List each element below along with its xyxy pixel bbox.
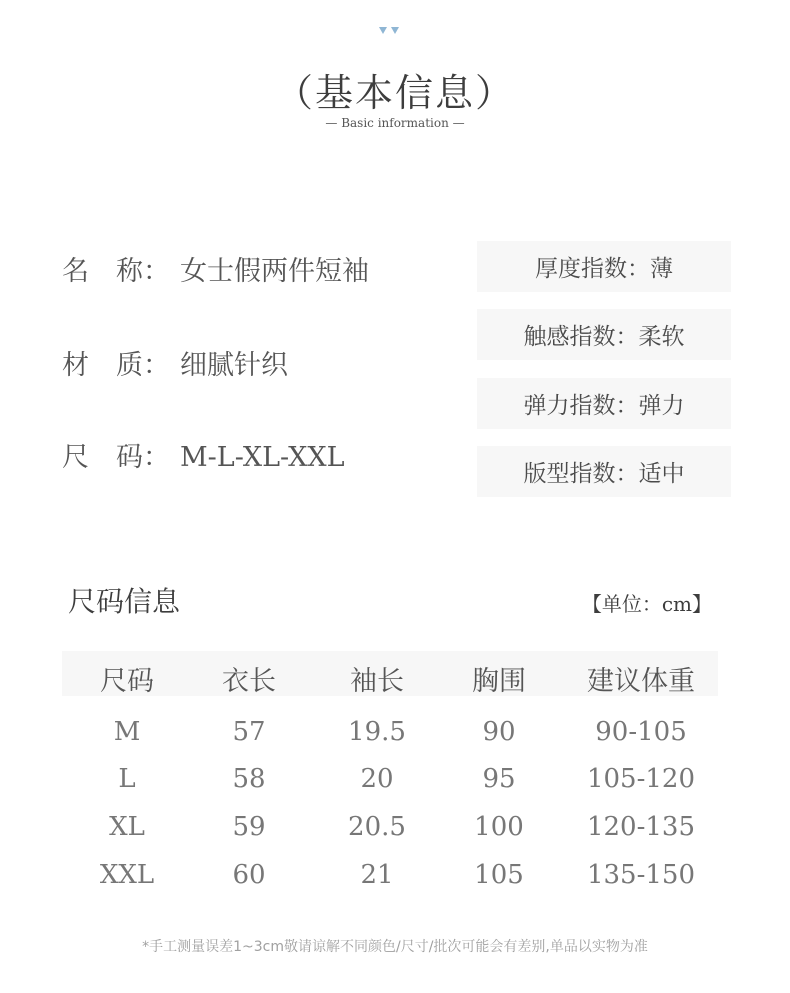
- info-material: [62, 343, 288, 382]
- info-size-key: 尺 码：: [62, 442, 170, 473]
- cell-size: M: [113, 717, 141, 747]
- cell-sleeve: 20: [360, 764, 394, 794]
- attr-elasticity-value: 弹力: [638, 393, 685, 419]
- header-sleeve: 袖长: [350, 666, 404, 697]
- info-name: [62, 249, 369, 288]
- cell-chest: 105: [474, 860, 524, 890]
- cell-size: XL: [109, 812, 145, 842]
- attr-fit: [477, 446, 731, 497]
- cell-weight: 135-150: [586, 860, 696, 890]
- header-chest: 胸围: [472, 666, 526, 697]
- page-title: （基本信息）: [274, 71, 515, 115]
- attr-thickness-value: 薄: [650, 256, 673, 282]
- info-size: [62, 435, 345, 474]
- cell-length: 60: [232, 860, 266, 890]
- cell-chest: 100: [474, 812, 524, 842]
- table-row: [62, 812, 718, 846]
- cell-weight: 120-135: [586, 812, 696, 842]
- info-name-key: 名 称：: [62, 256, 170, 287]
- header-length: 衣长: [222, 666, 276, 697]
- attr-thickness-label: 厚度指数：: [535, 256, 650, 282]
- measurement-footnote: *手工测量误差1~3cm敬请谅解不同颜色/尺寸/批次可能会有差别,单品以实物为准: [142, 939, 648, 955]
- attr-fit-label: 版型指数：: [523, 461, 639, 487]
- cell-size: XXL: [99, 860, 155, 890]
- attr-fit-value: 适中: [638, 461, 685, 487]
- attr-touch-label: 触感指数：: [523, 324, 639, 350]
- attr-elasticity-label: 弹力指数：: [523, 393, 639, 419]
- table-row: [62, 717, 718, 751]
- cell-length: 57: [232, 717, 266, 747]
- cell-sleeve: 21: [360, 860, 394, 890]
- info-size-value: M-L-XL-XXL: [180, 442, 345, 473]
- attr-thickness: [477, 241, 731, 292]
- table-row: [62, 764, 718, 798]
- cell-length: 59: [232, 812, 266, 842]
- size-table-header: [62, 651, 718, 696]
- info-material-key: 材 质：: [62, 350, 170, 381]
- attr-elasticity: [477, 378, 731, 429]
- size-unit-label: 【单位：cm】: [581, 592, 712, 616]
- cell-sleeve: 20.5: [348, 812, 406, 842]
- cell-weight: 105-120: [586, 764, 696, 794]
- header-weight: 建议体重: [587, 666, 695, 697]
- cell-chest: 95: [482, 764, 516, 794]
- cell-chest: 90: [482, 717, 516, 747]
- table-row: [62, 860, 718, 894]
- attr-touch-value: 柔软: [638, 324, 685, 350]
- decorative-chevrons-icon: [379, 27, 399, 34]
- size-section-title: 尺码信息: [68, 585, 181, 618]
- cell-length: 58: [232, 764, 266, 794]
- info-material-value: 细腻针织: [180, 350, 288, 381]
- info-name-value: 女士假两件短袖: [180, 256, 369, 287]
- attr-touch: [477, 309, 731, 360]
- header-size: 尺码: [100, 666, 154, 697]
- page-subtitle: — Basic information —: [325, 116, 465, 130]
- cell-size: L: [118, 764, 136, 794]
- cell-sleeve: 19.5: [348, 717, 406, 747]
- cell-weight: 90-105: [595, 717, 687, 747]
